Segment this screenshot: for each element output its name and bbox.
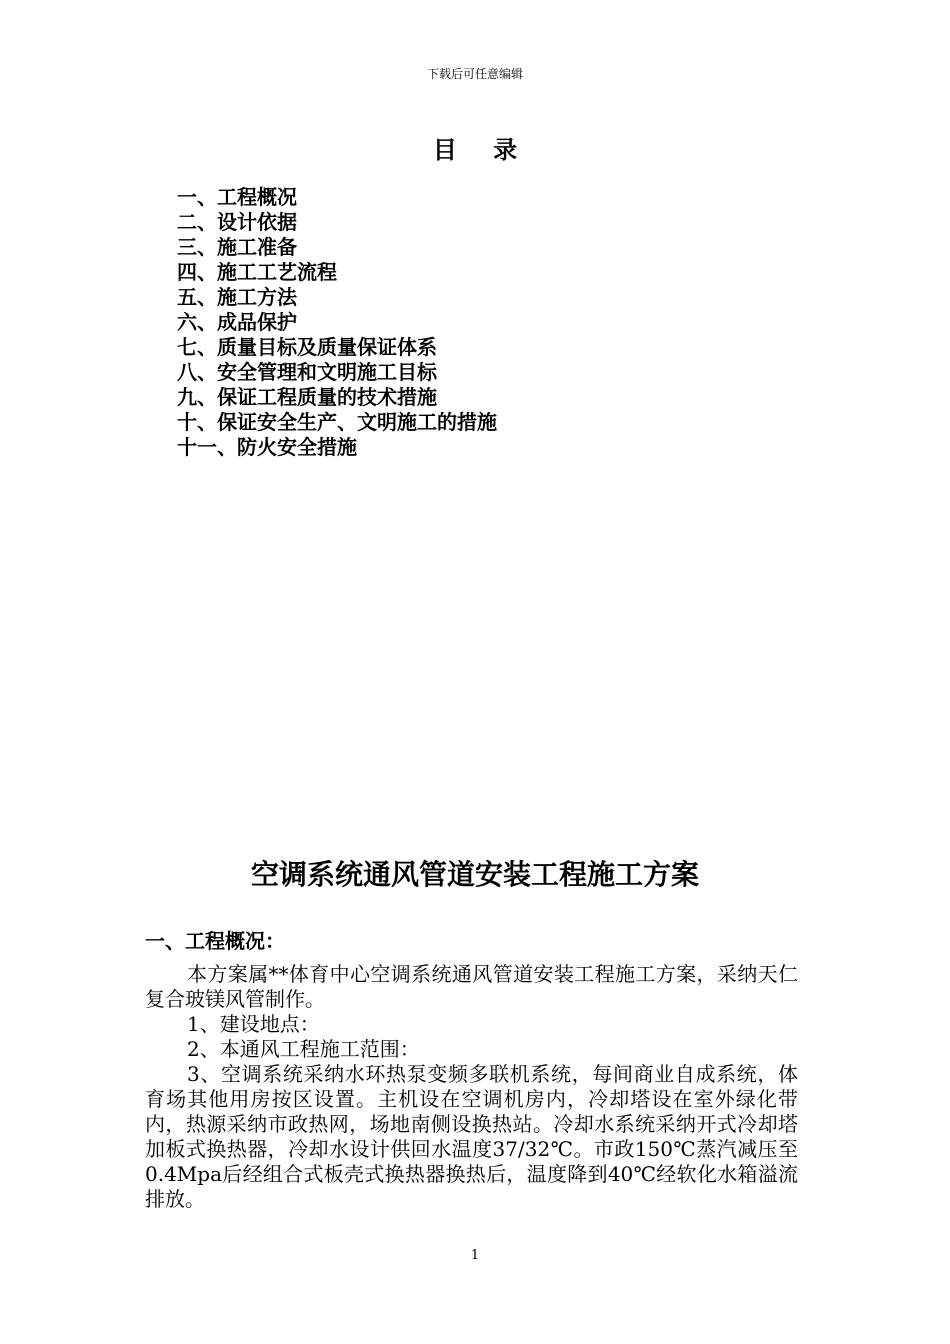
body-paragraph: 3、空调系统采纳水环热泵变频多联机系统，每间商业自成系统，体育场其他用房按区设置。主机设在空调机房内，冷却塔设在室外绿化带内，热源采纳市政热网，场地南侧设换热站。冷却水系统采纳开式冷却塔加板式换热器，冷却水设计供回水温度37/32℃。市政150℃蒸汽减压至0.4Mpa后经组合式板壳式换热器换热后，温度降到40℃经软化水箱溢流排放。 [145, 1062, 798, 1211]
section-body [145, 962, 798, 1212]
toc-item: 一、工程概况 [177, 185, 297, 209]
toc-item: 四、施工工艺流程 [177, 260, 337, 284]
section-heading: 一、工程概况： [145, 929, 285, 953]
header-note: 下载后可任意编辑 [426, 67, 523, 81]
page-number: 1 [470, 1248, 480, 1263]
toc-item: 十一、防火安全措施 [177, 435, 357, 459]
toc-item: 五、施工方法 [177, 285, 297, 309]
toc-item: 二、设计依据 [177, 210, 297, 234]
toc-item: 八、安全管理和文明施工目标 [177, 360, 437, 384]
body-paragraph: 本方案属**体育中心空调系统通风管道安装工程施工方案，采纳天仁复合玻镁风管制作。 [145, 962, 798, 1011]
body-paragraph: 1、建设地点： [187, 1012, 320, 1036]
toc-title: 目 录 [432, 136, 532, 164]
toc-item: 三、施工准备 [177, 235, 297, 259]
body-paragraph: 2、本通风工程施工范围： [187, 1037, 420, 1061]
document-title: 空调系统通风管道安装工程施工方案 [250, 858, 699, 891]
toc-item: 九、保证工程质量的技术措施 [177, 385, 437, 409]
toc-item: 六、成品保护 [177, 310, 297, 334]
table-of-contents [177, 185, 497, 460]
toc-item: 十、保证安全生产、文明施工的措施 [177, 410, 497, 434]
toc-item: 七、质量目标及质量保证体系 [177, 335, 437, 359]
